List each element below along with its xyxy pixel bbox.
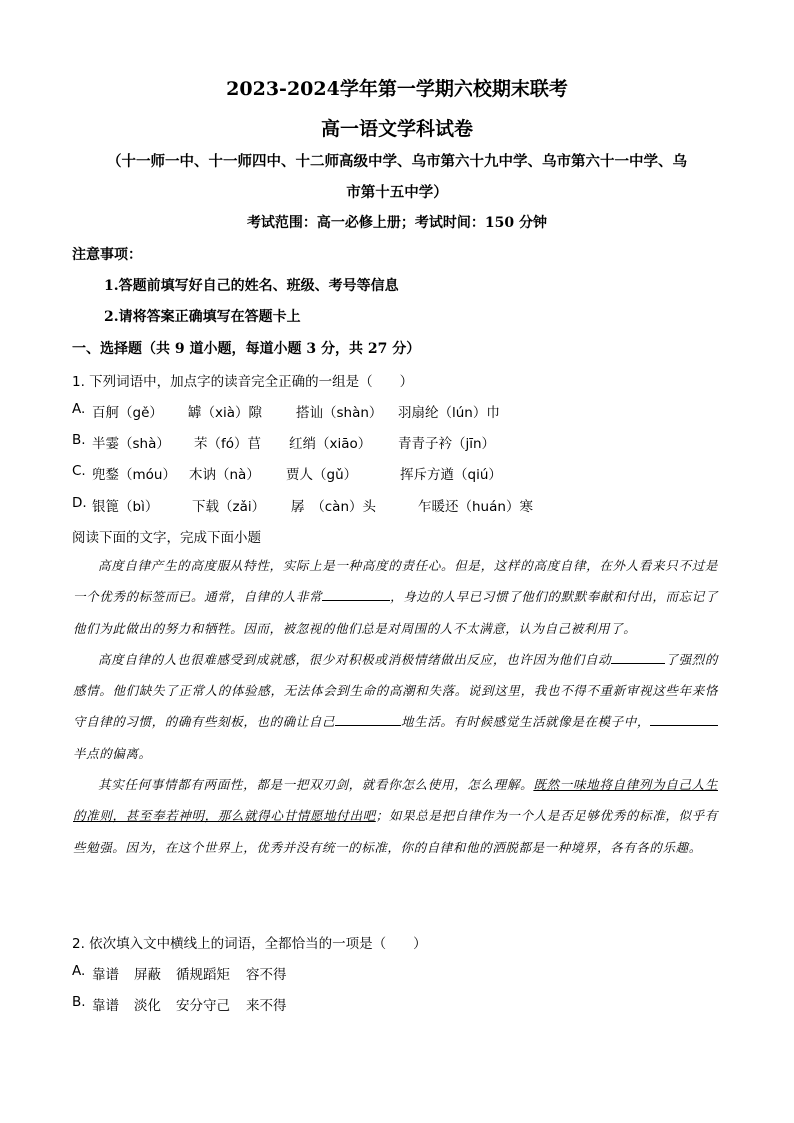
passage-paragraph: [73, 644, 718, 769]
option-label: B.: [72, 994, 86, 1010]
reading-passage: [73, 550, 718, 863]
passage-text: 了强烈的感情。他们缺失了正常人的体验感，无法体会到生命的高潮和失落。说到这里，我也不得不重新审视这些年来恪守自律的习惯，的确有些刻板，也的确让自己: [73, 651, 718, 730]
passage-text: ，身边的人早已习惯了他们的默默奉献和付出，而忘记了他们为此做出的努力和牺牲。因而，被忽视的他们总是对周围的人不太满意，认为自己被利用了。: [73, 589, 718, 636]
option-word: 来不得: [246, 998, 287, 1014]
question-2-stem: 2. 依次填入文中横线上的词语，全都恰当的一项是（ ）: [72, 936, 427, 952]
option-label: A.: [72, 963, 86, 979]
schools-line-1: （十一师一中、十一师四中、十二师高级中学、乌市第六十九中学、乌市第六十一中学、乌: [107, 153, 687, 170]
option-label: B.: [72, 432, 86, 448]
passage-paragraph: [73, 550, 718, 644]
option-word: 木讷（nà）: [189, 467, 260, 483]
option-b: [72, 994, 287, 1014]
option-word: 芣（fó）苢: [194, 436, 262, 452]
option-word: 淡化: [134, 998, 161, 1014]
reading-instruction: 阅读下面的文字，完成下面小题: [72, 530, 261, 546]
exam-subtitle: 高一语文学科试卷: [320, 118, 473, 140]
fill-blank: [650, 711, 718, 726]
option-word: 羽扇纶（lún）巾: [398, 405, 500, 421]
question-1-stem: 1. 下列词语中，加点字的读音完全正确的一组是（ ）: [72, 374, 414, 390]
option-a: [72, 401, 500, 421]
exam-title: 2023-2024学年第一学期六校期末联考: [226, 78, 568, 100]
option-word: 贾人（gǔ）: [286, 467, 358, 483]
option-word: 搭讪（shàn）: [296, 405, 383, 421]
option-word: 百舸（gě）: [92, 405, 163, 421]
note-item: 2.请将答案正确填写在答题卡上: [104, 309, 301, 325]
option-word: 乍暖还（huán）寒: [418, 499, 533, 515]
exam-info: 考试范围：高一必修上册；考试时间：150 分钟: [246, 215, 548, 231]
option-a: [72, 963, 287, 983]
passage-text: 高度自律产生的高度服从特性，实际上是一种高度的责任心。但是，这样的高度自律，在外人看来只不过是一个优秀的标签而已。通常，自律的人非常: [73, 558, 718, 605]
option-label: D.: [72, 495, 87, 511]
option-word: 安分守己: [176, 998, 230, 1014]
option-word: 靠谱: [92, 998, 119, 1014]
option-word: 银篦（bì）: [92, 499, 159, 515]
passage-text: 半点的偏离。: [73, 745, 152, 761]
option-word: 靠谱: [92, 967, 119, 983]
option-word: 半霎（shà）: [92, 436, 170, 452]
note-item: 1.答题前填写好自己的姓名、班级、考号等信息: [104, 278, 399, 294]
option-word: 兜鍪（móu）: [92, 467, 176, 483]
underlined-sentence: 既然一味地将自律列为自己人生的准则，甚至奉若神明，那么就得心甘情愿地付出吧: [73, 777, 718, 824]
fill-blank: [611, 649, 665, 664]
passage-text: 地生活。有时候感觉生活就像是在模子中，: [401, 714, 650, 730]
passage-text: ；如果总是把自律作为一个人是否足够优秀的标准，似乎有些勉强。因为，在这个世界上，优秀并没有统一的标准，你的自律和他的洒脱都是一种境界，各有各的乐趣。: [73, 808, 718, 855]
passage-text: 高度自律的人也很难感受到成就感，很少对积极或消极情绪做出反应，也许因为他们自动: [98, 651, 612, 667]
option-label: A.: [72, 401, 86, 417]
schools-line-2: 市第十五中学）: [346, 184, 448, 201]
option-word: 下载（zǎi）: [192, 499, 266, 515]
option-word: 挥斥方遒（qiú）: [400, 467, 502, 483]
option-label: C.: [72, 463, 86, 479]
option-d: [72, 495, 533, 515]
section-heading: 一、选择题（共 9 道小题，每道小题 3 分，共 27 分）: [72, 341, 421, 357]
fill-blank: [335, 711, 401, 726]
option-c: [72, 463, 502, 483]
option-word: 罅（xià）隙: [188, 405, 263, 421]
option-word: 孱 （càn）头: [291, 499, 377, 515]
option-word: 循规蹈矩: [176, 967, 230, 983]
notes-heading: 注意事项：: [72, 247, 142, 263]
option-b: [72, 432, 496, 452]
passage-text: 其实任何事情都有两面性，都是一把双刃剑，就看你怎么使用，怎么理解。: [98, 777, 534, 793]
fill-blank: [322, 586, 390, 601]
option-word: 青青子衿（jīn）: [398, 436, 496, 452]
option-word: 红绡（xiāo）: [289, 436, 372, 452]
passage-paragraph: [73, 769, 718, 863]
option-word: 屏蔽: [134, 967, 161, 983]
option-word: 容不得: [246, 967, 287, 983]
